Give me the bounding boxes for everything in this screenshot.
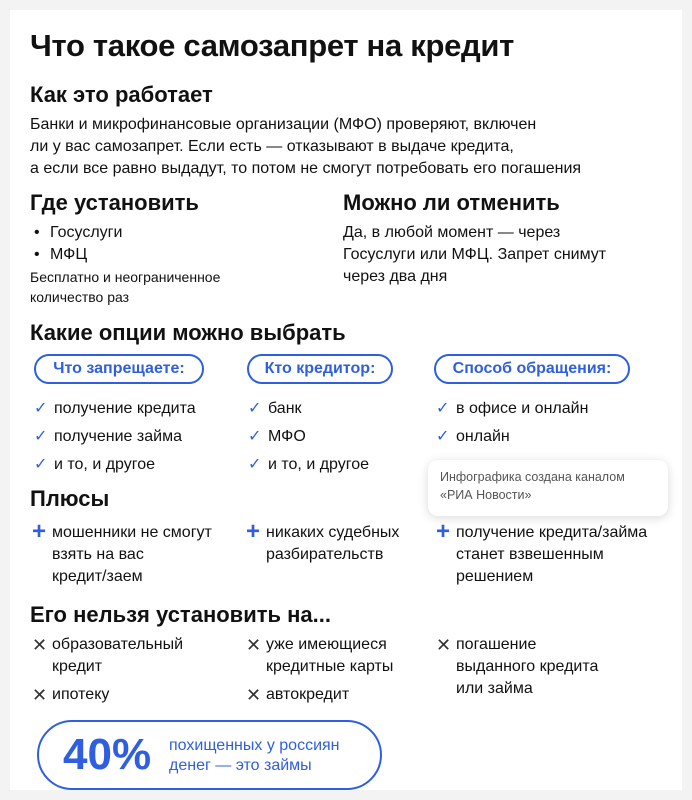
option-item (248, 398, 302, 420)
check-icon: ✓ (248, 400, 262, 417)
cannot-line: автокредит (266, 686, 350, 703)
option-label: и то, и другое (268, 456, 370, 473)
cannot-item (246, 684, 349, 706)
cannot-line: образовательный (52, 636, 184, 653)
cancel-line: Госуслуги или МФЦ. Запрет снимут (343, 246, 607, 263)
pro-line: разбирательств (266, 546, 384, 563)
cannot-line: выданного кредита (456, 658, 599, 675)
source-tooltip (428, 460, 668, 516)
stat-line: денег — это займы (169, 757, 312, 774)
cannot-item (32, 684, 109, 706)
pro-item (436, 518, 648, 588)
cross-icon: ✕ (246, 685, 262, 705)
how-line: ли у вас самозапрет. Если есть — отказывают в выдаче кредита, (30, 138, 514, 155)
cannot-line: кредит (52, 658, 103, 675)
check-icon: ✓ (248, 456, 262, 473)
bullet-icon: • (34, 224, 40, 241)
stat-text (169, 736, 340, 776)
where-list (34, 222, 122, 266)
tooltip-line: «РИА Новости» (440, 488, 532, 502)
how-line: а если все равно выдадут, то потом не смогут потребовать его погашения (30, 160, 582, 177)
cannot-line: или займа (456, 680, 533, 697)
where-item (34, 222, 122, 244)
pro-text (456, 522, 647, 588)
options-heading: Какие опции можно выбрать (30, 320, 346, 345)
where-note-line: Бесплатно и неограниченное (30, 269, 221, 285)
pro-text (52, 522, 212, 588)
check-icon: ✓ (34, 400, 48, 417)
cross-icon: ✕ (436, 635, 452, 655)
stat-badge (37, 720, 382, 790)
plus-icon: + (32, 518, 47, 545)
pro-line: решением (456, 568, 534, 585)
cross-icon: ✕ (246, 635, 262, 655)
option-label: МФО (268, 428, 306, 445)
cannot-line: ипотеку (52, 686, 110, 703)
cannot-line: погашение (456, 636, 537, 653)
check-icon: ✓ (436, 400, 450, 417)
option-label: в офисе и онлайн (456, 400, 589, 417)
cannot-item (246, 634, 393, 678)
where-item (34, 244, 122, 266)
check-icon: ✓ (248, 428, 262, 445)
option-label: и то, и другое (54, 456, 156, 473)
cannot-item (32, 634, 183, 678)
cannot-heading: Его нельзя установить на... (30, 602, 331, 627)
pro-text (266, 522, 399, 566)
check-icon: ✓ (34, 456, 48, 473)
pros-heading: Плюсы (30, 486, 110, 511)
where-note-line: количество раз (30, 289, 130, 305)
cannot-text (266, 634, 393, 678)
how-text (30, 114, 670, 180)
check-icon: ✓ (436, 428, 450, 445)
cancel-line: Да, в любой момент — через (343, 224, 561, 241)
option-item (248, 454, 369, 476)
stat-value: 40% (63, 730, 152, 779)
page-title: Что такое самозапрет на кредит (30, 28, 515, 63)
where-heading: Где установить (30, 190, 199, 215)
option-label: онлайн (456, 428, 510, 445)
option-item (436, 398, 588, 420)
option-item (248, 426, 306, 448)
tooltip-line: Инфографика создана каналом (440, 470, 625, 484)
pro-line: взять на вас (52, 546, 144, 563)
cannot-line: кредитные карты (266, 658, 394, 675)
option-label: получение займа (54, 428, 182, 445)
pill-what: Что запрещаете: (34, 354, 204, 384)
where-item-label: МФЦ (50, 246, 88, 263)
cannot-text (52, 634, 183, 678)
plus-icon: + (436, 518, 451, 545)
pro-line: никаких судебных (266, 524, 400, 541)
option-item (34, 398, 196, 420)
cross-icon: ✕ (32, 685, 48, 705)
bullet-icon: • (34, 246, 40, 263)
cancel-line: через два дня (343, 268, 448, 285)
how-heading: Как это работает (30, 82, 213, 107)
cross-icon: ✕ (32, 635, 48, 655)
pill-who: Кто кредитор: (247, 354, 393, 384)
infographic-card (10, 10, 682, 790)
where-note (30, 267, 220, 307)
cannot-item (436, 634, 598, 700)
pro-item (32, 518, 212, 588)
plus-icon: + (246, 518, 261, 545)
stat-line: похищенных у россиян (169, 737, 340, 754)
cancel-heading: Можно ли отменить (343, 190, 560, 215)
option-item (436, 426, 510, 448)
pro-line: кредит/заем (52, 568, 143, 585)
option-item (34, 426, 182, 448)
pro-line: станет взвешенным (456, 546, 604, 563)
option-label: банк (268, 400, 302, 417)
cannot-line: уже имеющиеся (266, 636, 387, 653)
option-item (34, 454, 155, 476)
pro-item (246, 518, 400, 566)
cannot-text (456, 634, 598, 700)
pill-how: Способ обращения: (434, 354, 630, 384)
pro-line: получение кредита/займа (456, 524, 648, 541)
pro-line: мошенники не смогут (52, 524, 212, 541)
cancel-text (343, 222, 606, 288)
option-label: получение кредита (54, 400, 196, 417)
where-item-label: Госуслуги (50, 224, 123, 241)
check-icon: ✓ (34, 428, 48, 445)
how-line: Банки и микрофинансовые организации (МФО) проверяют, включен (30, 116, 537, 133)
